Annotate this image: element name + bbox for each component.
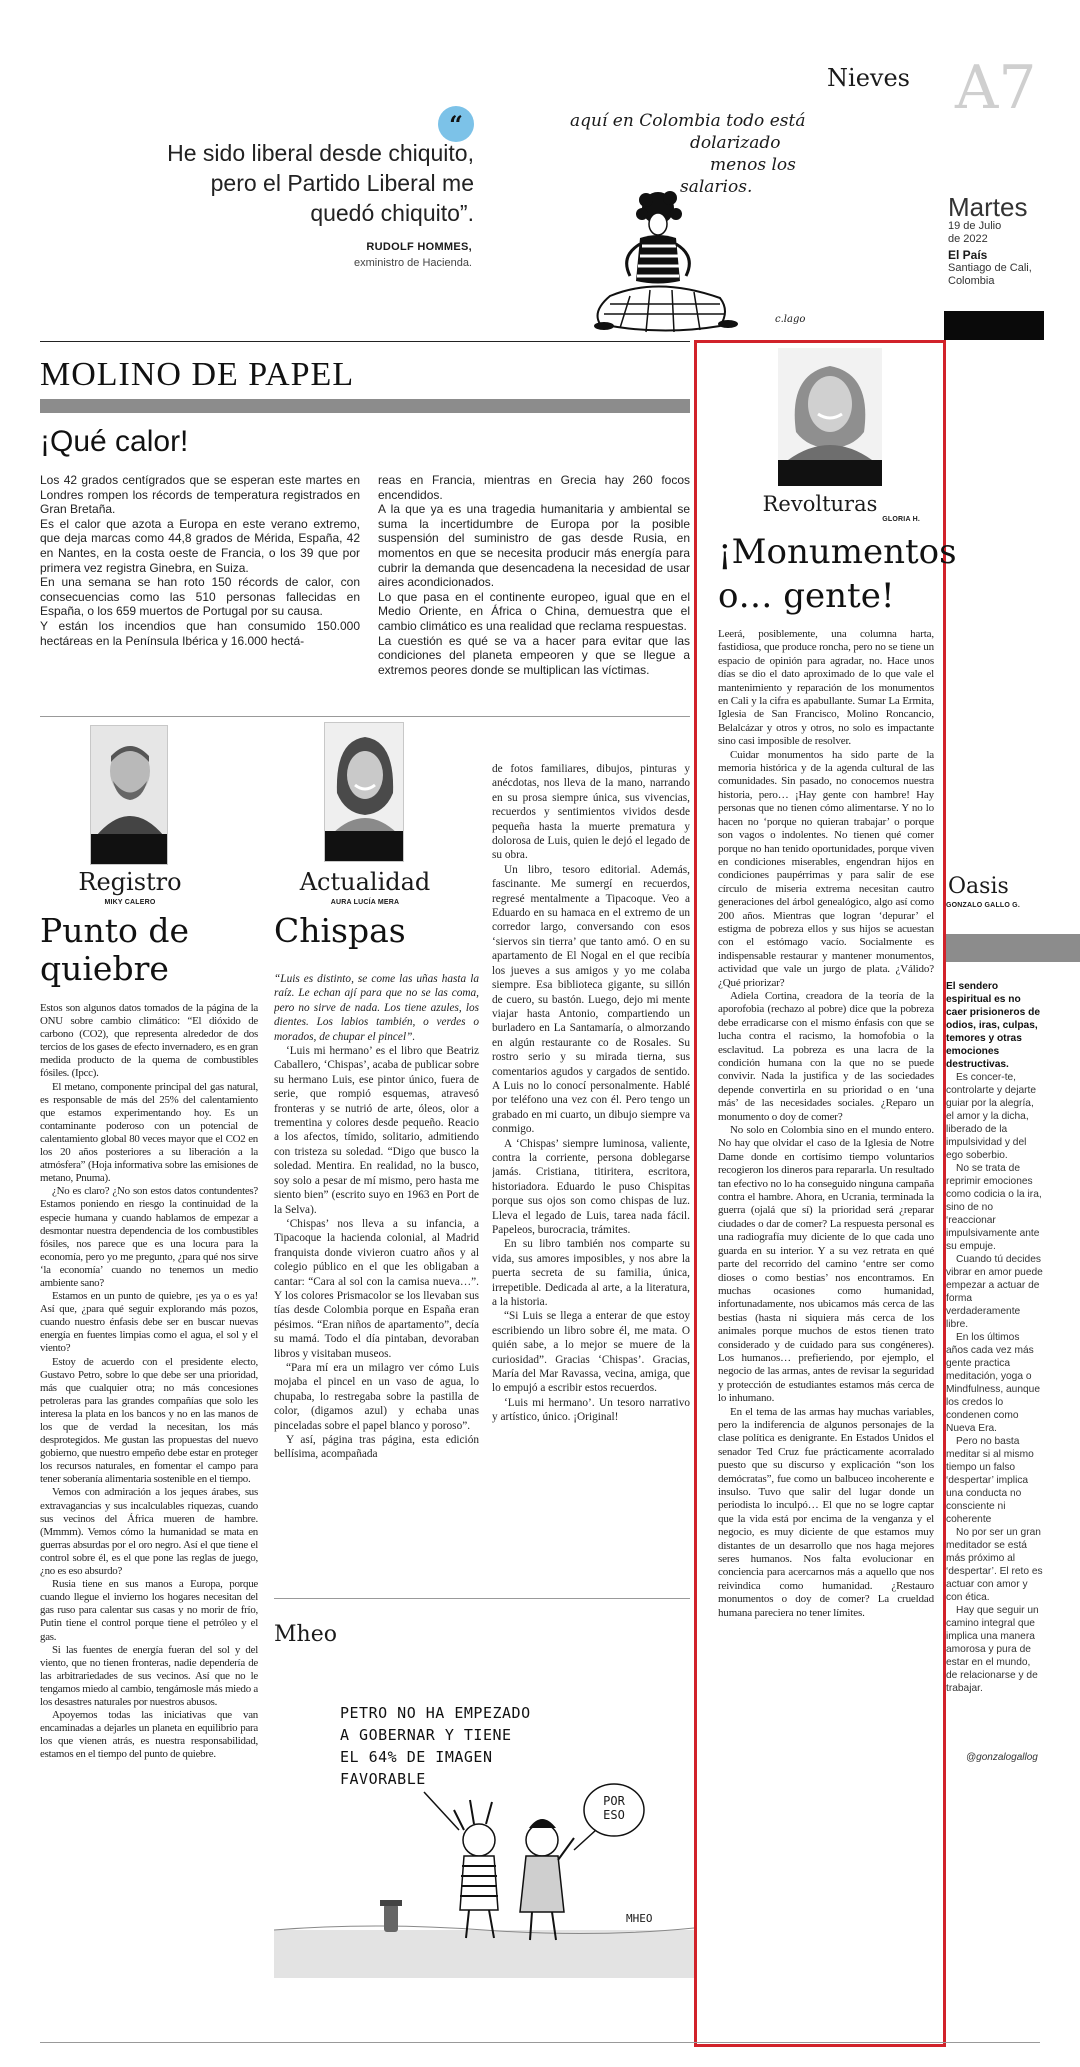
oasis-paragraph: Cuando tú decides vibrar en amor puede empezar a actuar de forma verdaderamente libre. (946, 1254, 1043, 1330)
body-paragraph: Apoyemos todas las iniciativas que van encaminadas a dejarles un planeta en equilibrio para los que vienen atrás, es nuestra responsabilidad, estamos en el tiempo del punto de quiebre. (40, 1709, 258, 1761)
editorial-paragraph: Y están los incendios que han consumido 150.000 hectáreas en la Península Ibérica y 16.000 hectá- (40, 618, 360, 648)
author-byline-oasis: GONZALO GALLO G. (946, 902, 1020, 909)
column-name-oasis: Oasis (948, 874, 1009, 899)
editorial-paragraph: Lo que pasa en el continente europeo, igual que en el Medio Oriente, en África o China, demuestra que el cambio climático es una realidad que reclama respuestas. (378, 589, 690, 633)
body-paragraph: Leerá, posiblemente, una columna harta, fastidiosa, que produce roncha, pero no se tiene un espacio de opinión para agradar, no. Hace unos días se dio el dato aproximado de lo que vale el mantenimiento y reparación de los monumentos en Cali y la cifra es apabullante. Sumar La Ermita, Iglesia de San Francisco, Molino Roncancio, Belalcázar y otros y otros, no solo es impactante sino casi imposible de resolver. (718, 628, 934, 748)
body-paragraph: Si las fuentes de energía fueran del sol y del viento, que no tienen fronteras, nadie dependería de las arbitrariedades de sus vecinos. Así que no le tengamos miedo al cambio, tengámosle más miedo a los desastres naturales por nuestros abusos. (40, 1643, 258, 1708)
city: Santiago de Cali, Colombia (948, 262, 1032, 287)
cartoon-line: aquí en Colombia todo está (570, 111, 806, 131)
body-paragraph: No solo en Colombia sino en el mundo entero. No hay que olvidar el caso de la Iglesia de Notre Dame donde en cortísimo tiempo voluntarios recogieron los dineros para repararla. Un resultado tan efectivo no lo ha conseguido ninguna campaña contra el hambre. Ahora, en Ucrania, terminada la guerra (ojalá que sí) la prioridad será ¿reparar ciudades o dar de comer? La respuesta personal es una radiografía muy diciente de lo que cada uno guarda en su interior. Y a su vez retrata en qué parte del recorrido del camino ‘entre ser como dioses o como bestias’ nos encontramos. En muchas ocasiones como humanidad, infortunadamente, nos ubicamos más cerca de las bestias (hasta ni siquiera más cerca de los animales porque muchos de estos tienen trato considerado y de cuidado para sus congéneres). Los humanos… prefieriendo, por ejemplo, el negocio de las armas, antes de revisar la seguridad y protección de estudiantes estamos más cerca de lo inhumano. (718, 1124, 934, 1405)
footer-rule (40, 2042, 1040, 2043)
quote-role: exministro de Hacienda. (353, 257, 472, 269)
editorial-paragraph: En una semana se han roto 150 récords de calor, con consecuencias como las 510 personas fallecidas en España, o los 659 muertos de Portugal por su causa. (40, 575, 360, 619)
weekday: Martes (948, 192, 1028, 222)
body-paragraph: Adiela Cortina, creadora de la teoría de la aporofobia (rechazo al pobre) dice que la pobreza debe erradicarse con el mismo énfasis con que se lucha contra el racismo, la homofobia o la esclavitud. La pobreza es una lacra de la condición humana con la que no se puede convivir. Nada la justifica y de las sociedades depende convertirla en su prioridad o en ‘una más’ de las necesidades sociales. ¿Reparo un monumento o doy de comer? (718, 989, 934, 1123)
body-paragraph: ¿No es claro? ¿No son estos datos contundentes? Estamos poniendo en riesgo la continuidad de la especie humana y cuando hablamos de empezar a desmontar nuestra dependencia de los combustibles fósiles, nos parece que es una locura para la economía, pero yo me pregunto, ¿para qué nos sirve ‘la economía’ cuando no tenemos un medio ambiente sano? (40, 1185, 258, 1289)
mheo-title: Mheo (274, 1622, 337, 1647)
cartoon-line: salarios. (680, 177, 753, 197)
cartoon-signature: MHEO (626, 1912, 653, 1925)
headline-registro (40, 912, 240, 988)
body-paragraph: ‘Chispas’ nos lleva a su infancia, a Tipacoque la hacienda colonial, al Madrid franquista donde vivieron cuatro años y al colegio público en el que les obligaban a cantar: “Cara al sol con la camisa nueva…”. Y los colores Prismacolor se los llevaban sus tías desde Colombia porque en España eran pésimos. “Eran niños de apartamento”, decía su mamá. Todo el día pintaban, devoraban libros y visitaban museos. (274, 1217, 479, 1360)
cartoon-line: menos los (710, 155, 796, 175)
body-paragraph: En su libro también nos comparte su vida, sus amores imposibles, y nos abre la puerta secreta de su familia, única, irrepetible. Dedicada al arte, a la literatura, a la historia. (492, 1238, 690, 1309)
editorial-headline: ¡Qué calor! (40, 425, 189, 458)
section-gray-bar (40, 399, 690, 413)
quote-line: quedó chiquito”. (310, 200, 474, 226)
body-paragraph: Estoy de acuerdo con el presidente electo, Gustavo Petro, sobre lo que debe ser una prioridad, más que cualquier otra; no más concesiones petroleras para las grandes compañías que solo les interesa la plata en los bancos y no en las manos de los que de verdad la necesitan, los más desprotegidos. Me gustan las propuestas del nuevo gobierno, que nuestro empeño debe estar en proteger los recursos naturales, en fomentar el campo para tener soberanía alimentaria sostenible en el tiempo. (40, 1355, 258, 1486)
bubble-line: POR (603, 1794, 625, 1808)
lead-quote: “Luis es distinto, se come las uñas hasta la raíz. Le echan ají para que no se las coma, pero no sirve de nada. Los tiene azules, los dientes. Los labios también, o verdes o morados, de chupar el pincel”. (274, 973, 479, 1043)
body-paragraph: de fotos familiares, dibujos, pinturas y anécdotas, nos lleva de la mano, narrando en su prosa siempre única, sus vivencias, recuerdos y sentimientos vividos desde pequeña hasta la muerte prematura y dolorosa de Luis, quien le dejó el legado de su obra. (492, 763, 690, 862)
cartoon-signature: c.lago (775, 314, 806, 325)
author-photo-gloria (778, 348, 882, 486)
editorial-paragraph: La cuestión es qué se va a hacer para evitar que las condiciones del planeta empeoren y que se llegue a extremos peores donde se multiplican las víctimas. (378, 633, 690, 677)
oasis-paragraph: No se trata de reprimir emociones como codicia o la ira, sino de no ‘reaccionar impulsivamente ante su empuje. (946, 1163, 1042, 1252)
cartoon-line: dolarizado (690, 133, 781, 153)
author-photo-miky (90, 725, 168, 865)
headline-text: Punto de quiebre (40, 911, 189, 988)
body-paragraph: En el tema de las armas hay muchas variables, pero la indiferencia de algunos personajes de la clase política es denigrante. En Estados Unidos el senador Ted Cruz fue prácticamente acorralado puesto que su discurso y explicación “son los demócratas”, fue como un balbuceo incoherente e insulso. Tuvo que salir del lugar donde un periodista lo inculpó… El que no se logre captar que la vida está por encima de la venganza y el negocio, es muy diciente de que estamos muy distantes de un desarrollo que nos haga mejores seres humanos. Nos falta evolucionar en conciencia para acercarnos más a aquello que nos reivindica como humanidad. ¿Restauro monumentos o doy de comer? La crueldad humana pareciera no tener límites. (718, 1405, 934, 1619)
body-paragraph: Rusia tiene en sus manos a Europa, porque cuando llegue el invierno los hogares necesitan del gas ruso para calentar sus casas y no morir de frío, Putin tiene el control porque tiene el petróleo y el gas. (40, 1578, 258, 1643)
body-paragraph: Vemos con admiración a los jeques árabes, sus extravagancias y sus incalculables riquezas, cuando sus vecinos del África mueren de hambre. (Mmmm). Vemos cómo la humanidad se mata en guerras absurdas por el oro negro. Así el que tiene el control sobre él, es el que pone las reglas de juego, ¿no es eso absurdo? (40, 1486, 258, 1578)
cartoon-line: FAVORABLE (340, 1770, 426, 1788)
oasis-paragraph: Hay que seguir un camino integral que implica una manera amorosa y pura de estar en el mundo, de relacionarse y de trabajar. (946, 1605, 1039, 1694)
editorial-col1 (40, 473, 360, 695)
body-paragraph: Y así, página tras página, esta edición bellísima, acompañada (274, 1434, 479, 1461)
section-name: Nieves (827, 64, 910, 92)
author-photo-aura (324, 722, 404, 862)
cartoon-caption (570, 110, 860, 198)
registro-body (40, 1002, 258, 1982)
author-byline-registro: MIKY CALERO (104, 899, 156, 906)
column-name-revolturas: Revolturas (762, 492, 878, 516)
author-byline-revolturas: GLORIA H. (882, 516, 920, 523)
oasis-paragraph: No por ser un gran meditador se está más próximo al ‘despertar’. El reto es actuar con amor y con ética. (946, 1527, 1043, 1603)
cartoon-bubble (592, 1794, 636, 1822)
column-name-registro: Registro (78, 868, 182, 896)
oasis-paragraph: En los últimos años cada vez más gente practica meditación, yoga o Mindfulness, aunque los credos lo condenen como Nueva Era. (946, 1332, 1041, 1434)
oasis-body (946, 980, 1044, 1740)
body-paragraph: A ‘Chispas’ siempre luminosa, valiente, contra la corriente, persona doblegarse jamás. Cristiana, titiritera, escritora, historiadora. Eduardo le puso Chispitas porque sus ojos son como chispas de luz. Lleva el legado de Luis, tarea nada fácil. Papeleos, burocracia, trámites. (492, 1137, 690, 1236)
bubble-line: ESO (603, 1808, 625, 1822)
column-name-actualidad: Actualidad (299, 868, 431, 896)
date: 19 de Julio de 2022 (948, 220, 1002, 245)
header (0, 0, 1080, 340)
body-paragraph: Un libro, tesoro editorial. Además, fascinante. Me sumergí en recuerdos, regresé mentalmente a Tipacoque. Veo a Eduardo en su hamaca en el extremo de un corredor largo, conversando con esos ‘siervos sin tierra’ que tanto amó. O en su apartamento de El Nogal en el que recibía los jueves a sus amigos y yo me colaba siempre. Esa biblioteca gigante, su sillón de cuero, su bastón. Luego, dejo mi mente viajar hasta Antonio, compartiendo un burladero en La Santamaría, o almorzando en algún restaurante co de Rosales. Su rostro serio y su mirada tierna, sus comentarios agudos y cargados de sentido. A Luis no lo conocí personalmente. Hablé por teléfono una vez con él. Pero tengo un grabado en mi cuarto, un dibujo siempre va conmigo. (492, 863, 690, 1136)
page-number: A7 (955, 53, 1037, 123)
header-quote (100, 138, 474, 228)
actualidad-body (274, 972, 479, 1584)
editorial-rule (40, 716, 690, 717)
quote-marker-icon (438, 106, 474, 142)
oasis-intro: El sendero espiritual es no caer prisioneros de odios, iras, culpas, temores y otras emociones destructivas. (946, 981, 1040, 1070)
actualidad-body-col2 (492, 762, 690, 1584)
editorial-paragraph: Es el calor que azota a Europa en este verano extremo, que deja marcas como 44,8 grados de Mérida, España, 42 en Nantes, en la costa oeste de Francia, o los 39 que por primera vez registra Ginebra, en Suiza. (40, 516, 360, 575)
oasis-gray-bar (946, 934, 1080, 962)
newspaper-name: El País (948, 248, 988, 262)
svg-text:“: “ (449, 110, 463, 139)
editorial-paragraph: A la que ya es una tragedia humanitaria y ambiental se suma la incertidumbre de Europa por la posible suspensión del suministro de gas desde Rusia, en momentos en que se necesita producir más energía para cubrir la demanda que desencadena la necesidad de usar aires acondicionados. (378, 502, 690, 590)
cartoon-line: A GOBERNAR Y TIENE (340, 1726, 512, 1744)
body-paragraph: ‘Luis mi hermano’ es el libro que Beatriz Caballero, ‘Chispas’, acaba de publicar sobre su hermano Luis, ese pintor único, fuera de serie, que rompió esquemas, atravesó fronteras y se nutrió de arte, óleos, olor a trementina y colores desde pequeño. Reacio a los afectos, tímido, solitario, admitiendo con tristeza su soledad. “Digo que busco la soledad. Mentira. En realidad, no la busco, soy solo a pesar de mí mismo, pero hasta me siento bien” (escrito suyo en 1963 en Port de la Selva). (274, 1045, 479, 1216)
oasis-handle: @gonzalogallog (966, 1752, 1038, 1763)
body-paragraph: Cuidar monumentos ha sido parte de la memoria histórica y de la agenda cultural de las comunidades. Sin pasado, no conocemos nuestra historia, pero… ¡Hay gente con hambre! Hay personas que no tienen cómo alimentarse. Y no lo hacen no ‘porque no quieran trabajar’ o porque son vagos o indolentes. No tienen qué comer porque no han tenido oportunidades, porque viven en condiciones miserables, engendran hijos en condiciones paupérrimas y para salir de ese círculo de miseria extrema necesitan cautro generaciones del árbol genealógico, algo así como 200 años. Mientras que logran ‘depurar’ el estigma de pobreza ellos y sus hijos se acuestan con el estómago vacío. Socialmente es indispensable restaurar y mantener monumentos, actividad que vale un jurgo de plata. ¿Válido? ¿Qué priorizar? (718, 748, 934, 989)
quote-author: RUDOLF HOMMES, (366, 241, 472, 253)
oasis-paragraph: Pero no basta meditar si al mismo tiempo un falso ‘despertar’ implica una conducta no consciente ni coherente (946, 1436, 1034, 1525)
section-title: MOLINO DE PAPEL (40, 356, 355, 393)
headline-revolturas: ¡Monumentos o… gente! (718, 532, 957, 616)
body-paragraph: Estos son algunos datos tomados de la página de la ONU sobre cambio climático: “El dióxido de carbono (CO2), que representa alrededor de dos tercios de los gases de efecto invernadero, es en gran medida producto de la quema de combustibles fósiles. (Ipcc). (40, 1002, 258, 1080)
body-paragraph: Estamos en un punto de quiebre, ¡es ya o es ya! Así que, ¿para qué seguir explorando más pozos, cuando nuestro énfasis debe ser en buscar nuevas energía en fuentes limpias como el agua, el sol y el viento? (40, 1290, 258, 1355)
editorial-paragraph: Los 42 grados centígrados que se esperan este martes en Londres rompen los récords de temperatura registrados en Gran Bretaña. (40, 473, 360, 517)
oasis-paragraph: Es concer-te, controlarte y dejarte guiar por la alegría, el amor y la dicha, liberado de la impulsividad y del ego soberbio. (946, 1072, 1037, 1161)
revolturas-body (718, 628, 934, 2038)
headline-actualidad: Chispas (274, 911, 406, 950)
body-paragraph: “Para mí era un milagro ver cómo Luis mojaba el pincel en un vaso de agua, lo chupaba, lo restregaba sobre la pastilla de color, (digamos azul) y echaba unas pinceladas sobre el papel blanco y poroso”. (274, 1361, 479, 1432)
editorial-paragraph: reas en Francia, mientras en Grecia hay 260 focos encendidos. (378, 473, 690, 502)
date-black-bar (944, 311, 1044, 340)
cartoon-line: EL 64% DE IMAGEN (340, 1748, 493, 1766)
author-byline-actualidad: AURA LUCÍA MERA (330, 899, 400, 906)
body-paragraph: ‘Luis mi hermano’. Un tesoro narrativo y artístico, único. ¡Original! (492, 1396, 690, 1424)
cartoon-line: PETRO NO HA EMPEZADO (340, 1704, 531, 1722)
header-rule (40, 341, 690, 342)
mheo-cartoon (274, 1660, 694, 1978)
mheo-rule (274, 1598, 690, 1599)
nieves-cartoon (540, 96, 870, 342)
body-paragraph: “Si Luis se llega a enterar de que estoy escribiendo un libro sobre él, me mata. O quién sabe, a lo mejor se muere de la curiosidad”. Gracias ‘Chispas’. Gracias, María del Mar Ravassa, vecina, amiga, que lo empujó a escribir estos recuerdos. (492, 1310, 690, 1395)
editorial-col2 (378, 473, 690, 695)
quote-line: pero el Partido Liberal me (210, 170, 474, 196)
quote-line: He sido liberal desde chiquito, (167, 140, 474, 166)
body-paragraph: El metano, componente principal del gas natural, es responsable de más del 25% del calentamiento que estamos experimentando hoy. Es un contaminante poderoso con un potencial de calentamiento global 80 veces mayor que el CO2 en los 20 años posteriores a su liberación a la atmósfera” (Hoja informativa sobre las emisiones de metano, Pnuma). (40, 1080, 258, 1185)
